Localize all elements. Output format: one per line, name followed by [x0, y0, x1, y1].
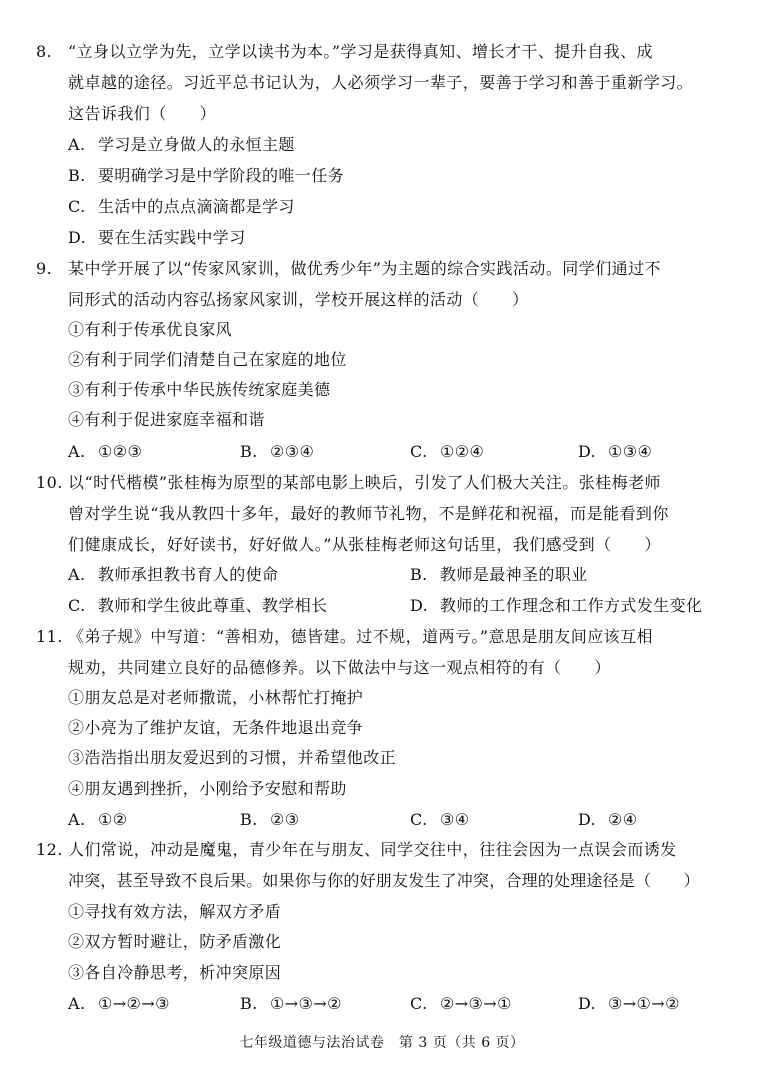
question-stem-line: 10. 以“时代楷模”张桂梅为原型的某部电影上映后，引发了人们极大关注。张桂梅老师	[36, 473, 662, 492]
question-number: 11.	[36, 627, 63, 646]
statement: ②双方暂时避让，防矛盾激化	[68, 932, 282, 951]
option-b[interactable]: B. ①→③→②	[240, 994, 342, 1013]
option-a[interactable]: A. ①②	[68, 810, 128, 829]
question-stem-line: 曾对学生说“我从教四十多年，最好的教师节礼物，不是鲜花和祝福，而是能看到你	[68, 504, 669, 523]
question-stem-line: 12. 人们常说，冲动是魔鬼，青少年在与朋友、同学交往中，往往会因为一点误会而诱发	[36, 840, 677, 859]
page-footer: 七年级道德与法治试卷 第 3 页（共 6 页）	[239, 1035, 525, 1051]
statement: ③有利于传承中华民族传统家庭美德	[68, 380, 331, 399]
question-stem-line: 9. 某中学开展了以“传家风家训，做优秀少年”为主题的综合实践活动。同学们通过不	[36, 259, 662, 278]
option-d[interactable]: D. 要在生活实践中学习	[68, 228, 246, 247]
statement: ④朋友遇到挫折，小刚给予安慰和帮助	[68, 779, 347, 798]
option-a[interactable]: A. ①②③	[68, 442, 143, 461]
option-c[interactable]: C. 教师和学生彼此尊重、教学相长	[68, 596, 328, 615]
question-number: 8.	[36, 42, 53, 61]
option-c[interactable]: C. ②→③→①	[410, 994, 512, 1013]
option-a[interactable]: A. 学习是立身做人的永恒主题	[68, 135, 295, 154]
statement: ①朋友总是对老师撒谎，小林帮忙打掩护	[68, 688, 364, 707]
statement: ③浩浩指出朋友爱迟到的习惯，并希望他改正	[68, 748, 397, 767]
question-stem-line: 11. 《弟子规》中写道：“善相劝，德皆建。过不规，道两亏。”意思是朋友间应该互相	[36, 627, 654, 646]
statement: ②小亮为了维护友谊，无条件地退出竞争	[68, 718, 364, 737]
statement: ①有利于传承优良家风	[68, 320, 233, 339]
option-d[interactable]: D. ②④	[578, 810, 638, 829]
option-c[interactable]: C. 生活中的点点滴滴都是学习	[68, 197, 295, 216]
option-d[interactable]: D. 教师的工作理念和工作方式发生变化	[410, 596, 703, 615]
option-a[interactable]: A. 教师承担教书育人的使命	[68, 565, 279, 584]
question-stem-line: 就卓越的途径。习近平总书记认为，人必须学习一辈子，要善于学习和善于重新学习。	[68, 73, 694, 92]
question-stem-line: 们健康成长，好好读书，好好做人。”从张桂梅老师这句话里，我们感受到（ ）	[68, 535, 661, 554]
option-d[interactable]: D. ①③④	[578, 442, 653, 461]
option-b[interactable]: B. 要明确学习是中学阶段的唯一任务	[68, 166, 345, 185]
option-c[interactable]: C. ③④	[410, 810, 470, 829]
question-number: 12.	[36, 840, 63, 859]
question-number: 10.	[36, 473, 63, 492]
option-d[interactable]: D. ③→①→②	[578, 994, 680, 1013]
option-b[interactable]: B. ②③④	[240, 442, 315, 461]
option-c[interactable]: C. ①②④	[410, 442, 485, 461]
option-a[interactable]: A. ①→②→③	[68, 994, 170, 1013]
statement: ①寻找有效方法，解双方矛盾	[68, 902, 282, 921]
statement: ③各自冷静思考，析冲突原因	[68, 963, 282, 982]
question-stem-line: 这告诉我们（ ）	[68, 104, 217, 123]
question-stem-line: 冲突，甚至导致不良后果。如果你与你的好朋友发生了冲突，合理的处理途径是（ ）	[68, 871, 700, 890]
question-stem-line: 同形式的活动内容弘扬家风家训，学校开展这样的活动（ ）	[68, 290, 529, 309]
question-stem-line: 规劝，共同建立良好的品德修养。以下做法中与这一观点相符的有（ ）	[68, 658, 611, 677]
option-b[interactable]: B. ②③	[240, 810, 300, 829]
option-b[interactable]: B. 教师是最神圣的职业	[410, 565, 588, 584]
statement: ②有利于同学们清楚自己在家庭的地位	[68, 350, 347, 369]
question-number: 9.	[36, 259, 53, 278]
question-stem-line: 8. “立身以立学为先，立学以读书为本。”学习是获得真知、增长才干、提升自我、成	[36, 42, 654, 61]
statement: ④有利于促进家庭幸福和谐	[68, 410, 265, 429]
